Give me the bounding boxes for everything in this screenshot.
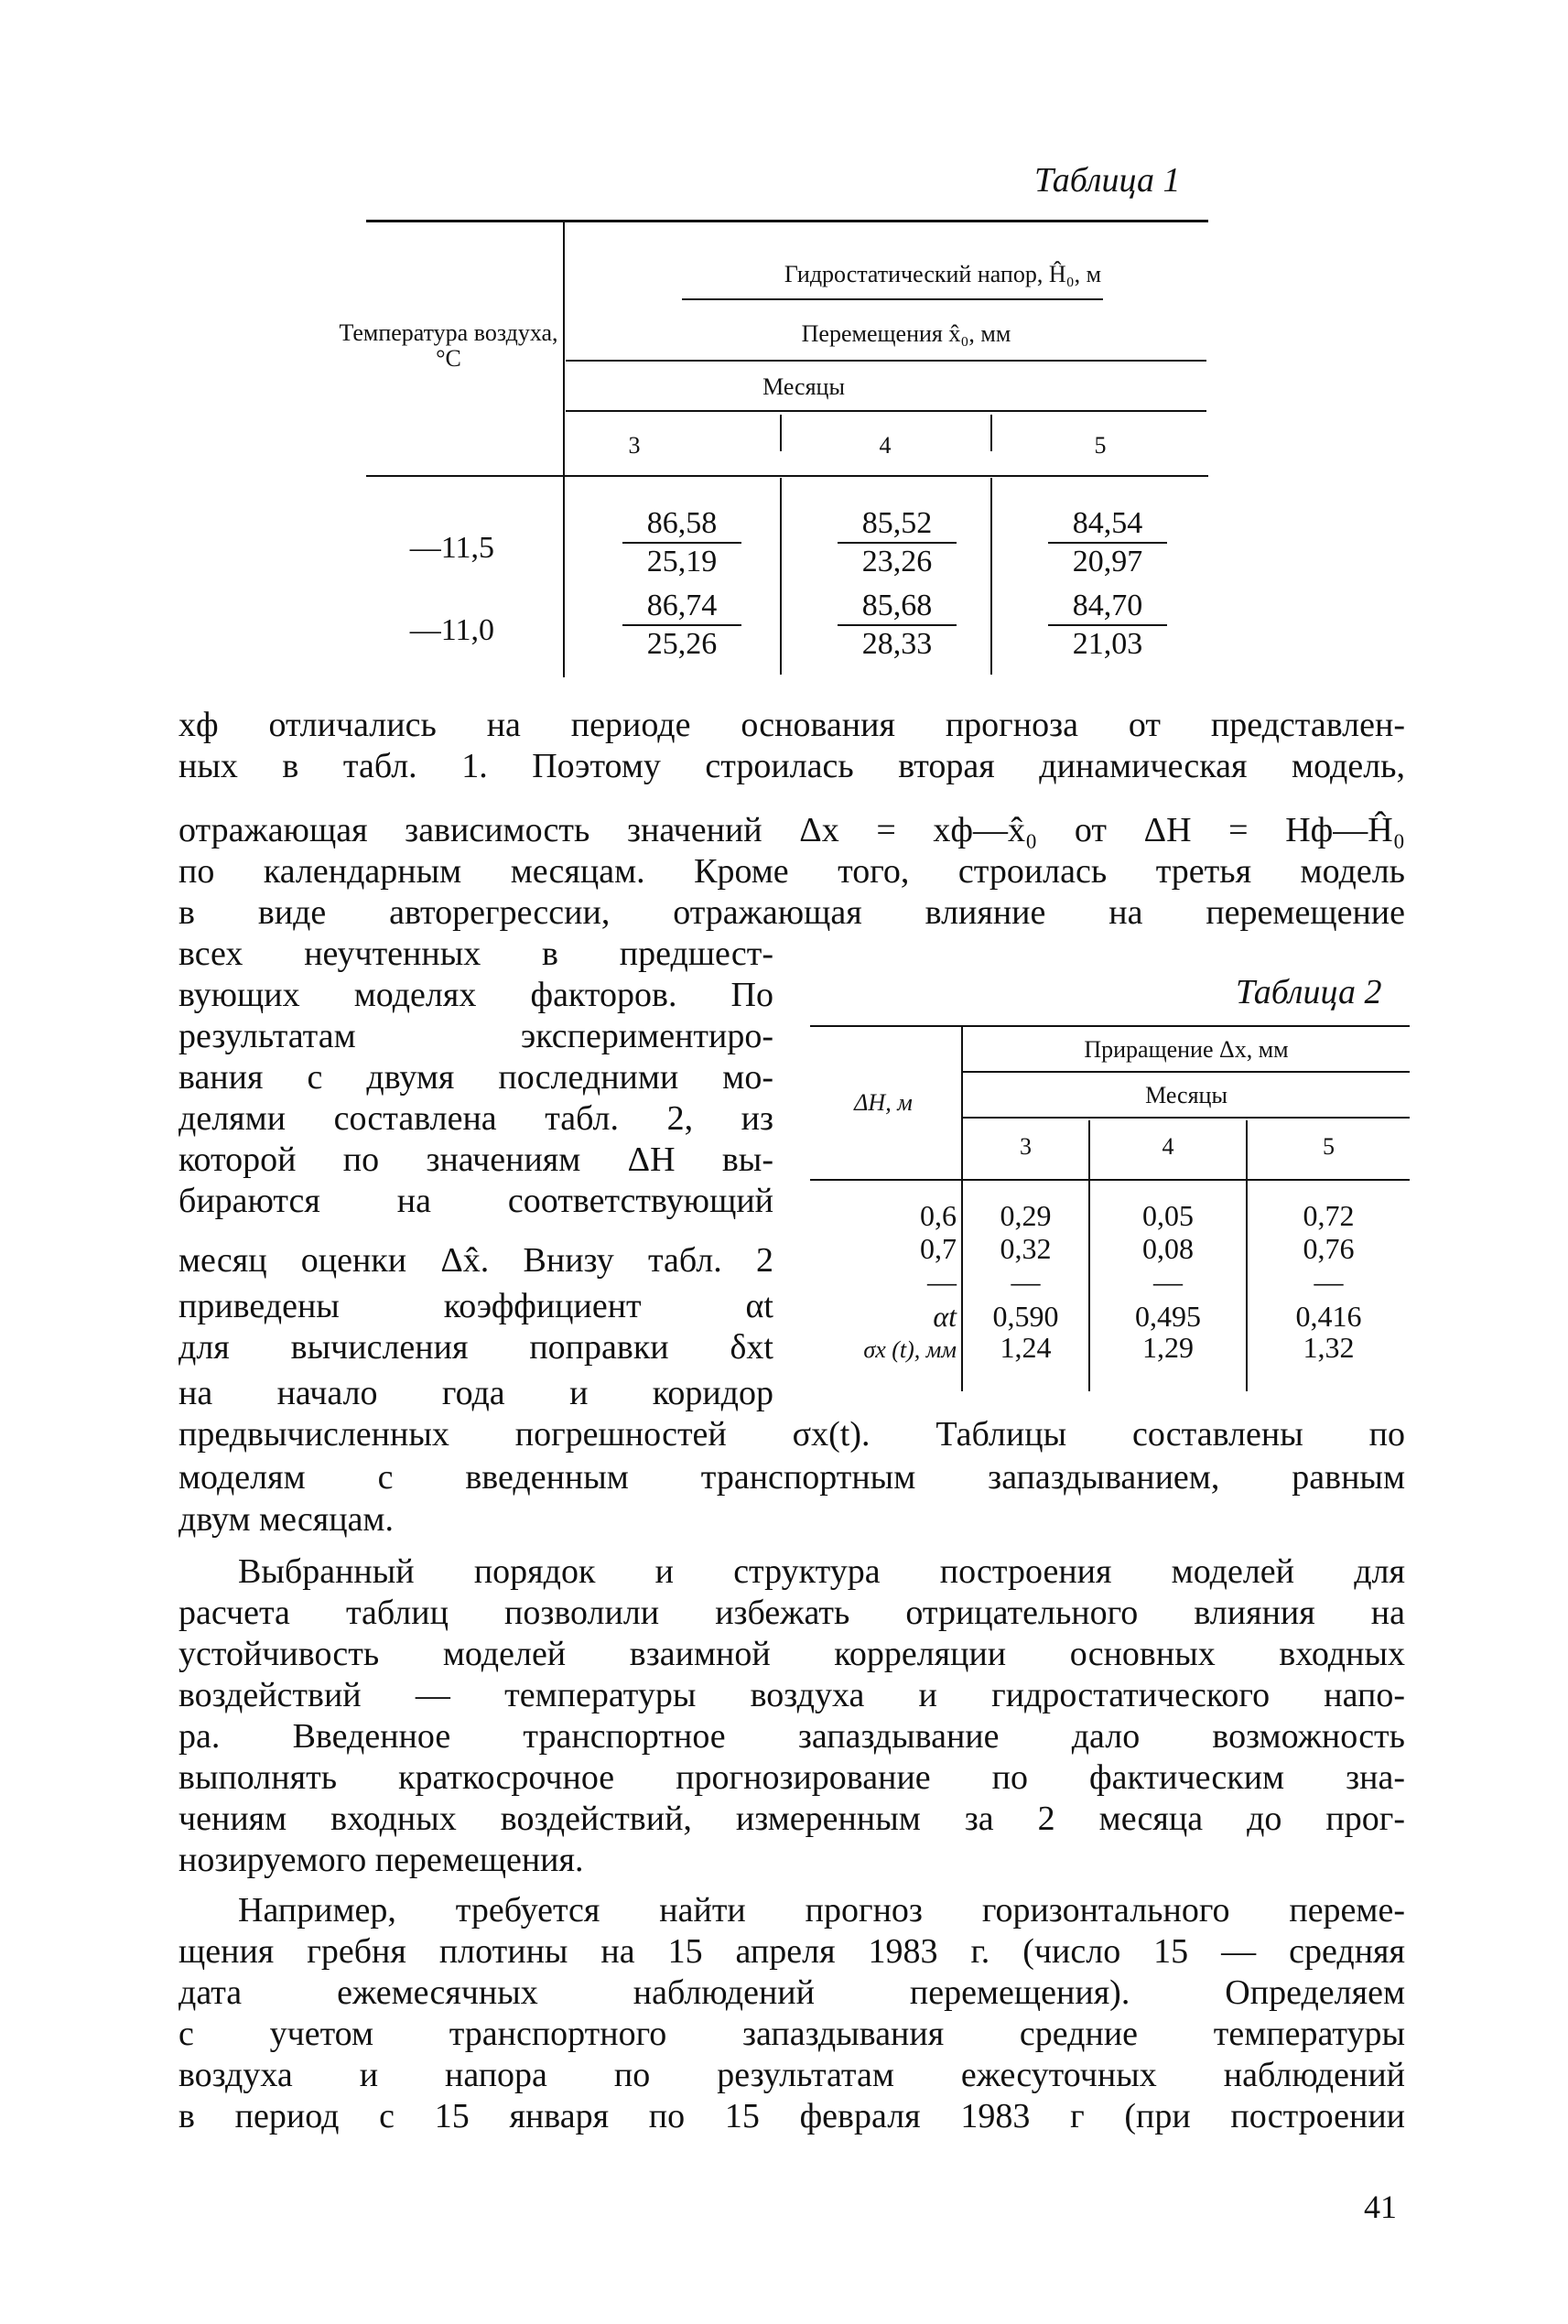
table2-row4-label: αt bbox=[933, 1300, 957, 1333]
paragraph2-line-8: нозируемого перемещения. bbox=[178, 1841, 584, 1879]
page-number: 41 bbox=[1364, 2189, 1397, 2225]
table1-month-5: 5 bbox=[1094, 432, 1107, 459]
side-line-3: результатам экспериментиро- bbox=[178, 1017, 773, 1055]
side-line-6: которой по значениям ΔH вы- bbox=[178, 1140, 773, 1179]
table1-months-label: Месяцы bbox=[762, 373, 845, 400]
table1-month-3: 3 bbox=[628, 432, 641, 459]
table1-month-4: 4 bbox=[879, 432, 892, 459]
paragraph1-tail-2: моделям с введенным транспортным запаздыванием, равным bbox=[178, 1458, 1405, 1497]
paragraph1-line-2: ных в табл. 1. Поэтому строилась вторая динамическая модель, bbox=[178, 747, 1405, 785]
side-line-1: всех неучтенных в предшест- bbox=[178, 935, 773, 973]
paragraph3-line-2: щения гребня плотины на 15 апреля 1983 г. (число 15 — средняя bbox=[178, 1932, 1405, 1971]
side-line-9: приведены коэффициент αt bbox=[178, 1287, 773, 1325]
table1-cell-r1-c4: $\frac{85,52}{23,26}$ bbox=[838, 505, 957, 580]
table1 bbox=[339, 220, 1208, 686]
paragraph2-line-5: ра. Введенное транспортное запаздывание дало возможность bbox=[178, 1717, 1405, 1756]
table2-row2-c5: 0,76 bbox=[1303, 1232, 1355, 1265]
table2 bbox=[810, 1025, 1410, 1400]
table1-temp-row2: —11,0 bbox=[409, 613, 494, 647]
table2-header: Приращение Δx, мм bbox=[1084, 1036, 1289, 1063]
paragraph2-line-1: Выбранный порядок и структура построения моделей для bbox=[238, 1552, 1405, 1591]
table2-month-5: 5 bbox=[1323, 1133, 1335, 1160]
table2-caption: Таблица 2 bbox=[1236, 973, 1382, 1011]
table2-row1-c4: 0,05 bbox=[1142, 1199, 1194, 1232]
table1-cell-r1-c5: $\frac{84,54}{20,97}$ bbox=[1048, 505, 1167, 580]
paragraph2-line-7: чениям входных воздействий, измеренным за 2 месяца до прог- bbox=[178, 1800, 1405, 1838]
table2-row3-c5: — bbox=[1314, 1265, 1344, 1298]
paragraph2-line-3: устойчивость моделей взаимной корреляции основных входных bbox=[178, 1635, 1405, 1673]
table2-row5-c4: 1,29 bbox=[1142, 1331, 1194, 1364]
side-line-4: вания с двумя последними мо- bbox=[178, 1058, 773, 1097]
table2-row4-c4: 0,495 bbox=[1135, 1300, 1201, 1333]
paragraph1-tail-1: предвычисленных погрешностей σx(t). Таблицы составлены по bbox=[178, 1415, 1405, 1454]
side-line-7: бираются на соответствующий bbox=[178, 1182, 773, 1220]
table2-month-4: 4 bbox=[1162, 1133, 1174, 1160]
table1-cell-r1-c3: $\frac{86,58}{25,19}$ bbox=[622, 505, 741, 580]
table2-row2-c3: 0,32 bbox=[1000, 1232, 1052, 1265]
side-line-10: для вычисления поправки δxt bbox=[178, 1328, 773, 1367]
table1-header-line2: Перемещения x̂₀, мм bbox=[801, 320, 1011, 347]
side-line-11: на начало года и коридор bbox=[178, 1374, 773, 1412]
table2-row4-c3: 0,590 bbox=[992, 1300, 1059, 1333]
table2-row4-c5: 0,416 bbox=[1295, 1300, 1362, 1333]
table2-row3-c4: — bbox=[1153, 1265, 1183, 1298]
side-line-5: делями составлена табл. 2, из bbox=[178, 1099, 773, 1138]
table1-cell-r2-c5: $\frac{84,70}{21,03}$ bbox=[1048, 588, 1167, 663]
paragraph1-line-5: в виде авторегрессии, отражающая влияние на перемещение bbox=[178, 893, 1405, 932]
paragraph3-line-4: с учетом транспортного запаздывания средние температуры bbox=[178, 2015, 1405, 2053]
paragraph3-line-3: дата ежемесячных наблюдений перемещения). Определяем bbox=[178, 1973, 1405, 2012]
table1-cell-r2-c4: $\frac{85,68}{28,33}$ bbox=[838, 588, 957, 663]
table2-row1-c3: 0,29 bbox=[1000, 1199, 1052, 1232]
table2-row3-c3: — bbox=[1011, 1265, 1041, 1298]
paragraph1-line-4: по календарным месяцам. Кроме того, строилась третья модель bbox=[178, 852, 1405, 891]
side-line-2: вующих моделях факторов. По bbox=[178, 976, 773, 1014]
table2-row5-c3: 1,24 bbox=[1000, 1331, 1052, 1364]
table2-row5-label: σx (t), мм bbox=[863, 1336, 957, 1363]
paragraph2-line-4: воздействий — температуры воздуха и гидростатического напо- bbox=[178, 1676, 1405, 1714]
table1-caption: Таблица 1 bbox=[1034, 161, 1181, 200]
paragraph1-tail-3: двум месяцам. bbox=[178, 1500, 394, 1539]
paragraph2-line-2: расчета таблиц позволили избежать отрицательного влияния на bbox=[178, 1594, 1405, 1632]
paragraph1-line-1: xф отличались на периоде основания прогноза от представлен- bbox=[178, 706, 1405, 744]
table2-row1-label: 0,6 bbox=[920, 1199, 957, 1232]
table2-month-3: 3 bbox=[1020, 1133, 1032, 1160]
paragraph2-line-6: выполнять краткосрочное прогнозирование по фактическим зна- bbox=[178, 1758, 1405, 1797]
table1-temp-row1: —11,5 bbox=[409, 531, 494, 565]
paragraph3-line-5: воздуха и напора по результатам ежесуточных наблюдений bbox=[178, 2056, 1405, 2094]
table2-row2-c4: 0,08 bbox=[1142, 1232, 1194, 1265]
paragraph1-line-3: отражающая зависимость значений Δx = xф—x̂₀ от ΔH = Hф—Ĥ₀ bbox=[178, 811, 1405, 849]
table2-months-label: Месяцы bbox=[1145, 1082, 1227, 1108]
table1-col-header: Температура воздуха, °С bbox=[339, 319, 558, 372]
table2-row5-c5: 1,32 bbox=[1303, 1331, 1355, 1364]
table1-header-line1: Гидростатический напор, Ĥ₀, м bbox=[784, 261, 1102, 287]
table2-row2-label: 0,7 bbox=[920, 1232, 957, 1265]
table1-cell-r2-c3: $\frac{86,74}{25,26}$ bbox=[622, 588, 741, 663]
table2-col-header: ΔH, м bbox=[854, 1089, 913, 1116]
paragraph3-line-6: в период с 15 января по 15 февраля 1983 г (при построении bbox=[178, 2097, 1405, 2135]
table2-row1-c5: 0,72 bbox=[1303, 1199, 1355, 1232]
paragraph3-line-1: Например, требуется найти прогноз горизонтального переме- bbox=[238, 1891, 1405, 1929]
side-line-8: месяц оценки Δx̂. Внизу табл. 2 bbox=[178, 1241, 773, 1280]
table2-row3-label: — bbox=[927, 1265, 957, 1298]
